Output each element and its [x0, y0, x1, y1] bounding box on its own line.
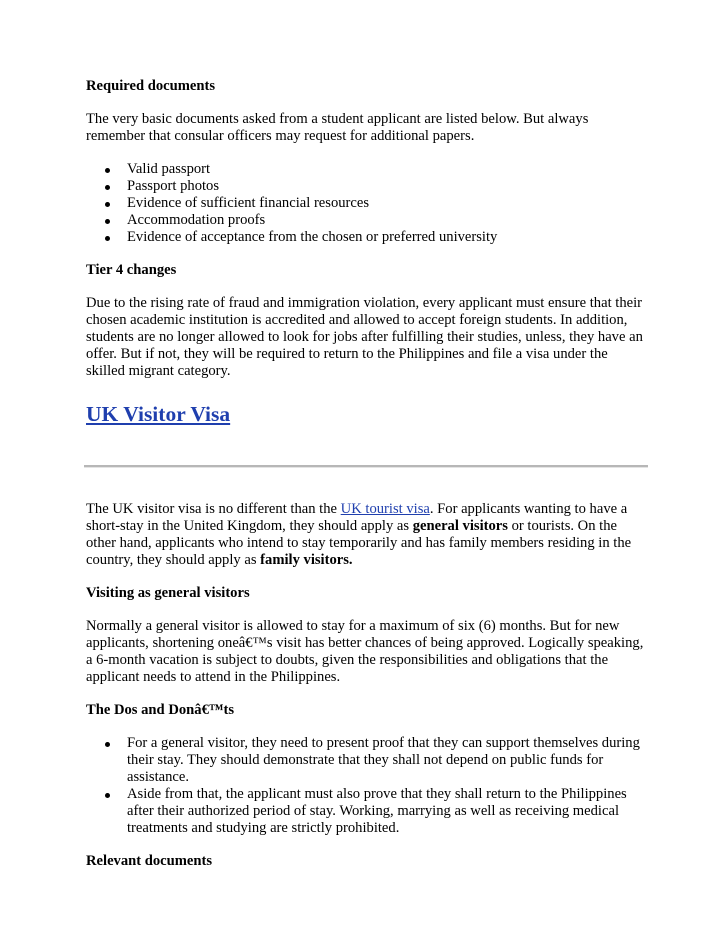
list-item: Accommodation proofs [127, 212, 648, 229]
list-item: Evidence of sufficient financial resources [127, 195, 648, 212]
visitor-intro-text: The UK visitor visa is no different than the [86, 501, 341, 517]
visitor-intro-text: . For applicants wanting to have a short-stay in the United Kingdom, they should apply as [86, 501, 628, 534]
required-documents-heading: Required documents [86, 78, 216, 94]
tier4-paragraph: Due to the rising rate of fraud and immigration violation, every applicant must ensure that their chosen academic institution is accredited and allowed to accept foreign students. In addition, students are no longer allowed to look for jobs after fulfilling their studies, unless, they have an offer. But if not, they will be required to return to the Philippines and file a visa under the skilled migrant category. [86, 295, 643, 379]
relevant-documents-heading: Relevant documents [86, 853, 213, 869]
general-visitors-bold: general visitors [412, 518, 508, 534]
list-item: For a general visitor, they need to present proof that they can support themselves during their stay. They should demonstrate that they shall not depend on public funds for assistance. [127, 735, 648, 786]
list-item: Valid passport [127, 161, 648, 178]
list-item: Evidence of acceptance from the chosen or preferred university [127, 229, 648, 246]
list-item: Aside from that, the applicant must also prove that they shall return to the Philippines after their authorized period of stay. Working, marrying as well as receiving medical treatments and studying are strictly prohibited. [127, 786, 648, 837]
dos-and-donts-list [86, 735, 648, 837]
general-visitors-paragraph: Normally a general visitor is allowed to stay for a maximum of six (6) months. But for new applicants, shortening oneâ€™s visit has better chances of being approved. Logically speaking, a 6-month vacation is subject to doubts, given the responsibilities and obligations that the applicant needs to attend in the Philippines. [86, 618, 644, 685]
list-item: Passport photos [127, 178, 648, 195]
uk-visitor-visa-title [86, 402, 648, 426]
dos-and-donts-heading: The Dos and Donâ€™ts [86, 702, 234, 718]
visitor-intro-paragraph [86, 501, 648, 569]
required-documents-intro: The very basic documents asked from a student applicant are listed below. But always remember that consular officers may request for additional papers. [86, 111, 589, 144]
required-documents-list [86, 161, 648, 246]
family-visitors-bold: family visitors. [260, 552, 353, 568]
general-visitors-heading: Visiting as general visitors [86, 585, 250, 601]
uk-visitor-visa-link[interactable]: UK Visitor Visa [86, 402, 231, 426]
visitor-intro-text: or tourists. On the other hand, applicants who intend to stay temporarily and has family members residing in the country, they should apply as [86, 518, 632, 568]
tier4-heading: Tier 4 changes [86, 262, 177, 278]
horizontal-divider [84, 465, 648, 468]
uk-tourist-visa-link[interactable]: UK tourist visa [340, 501, 430, 517]
